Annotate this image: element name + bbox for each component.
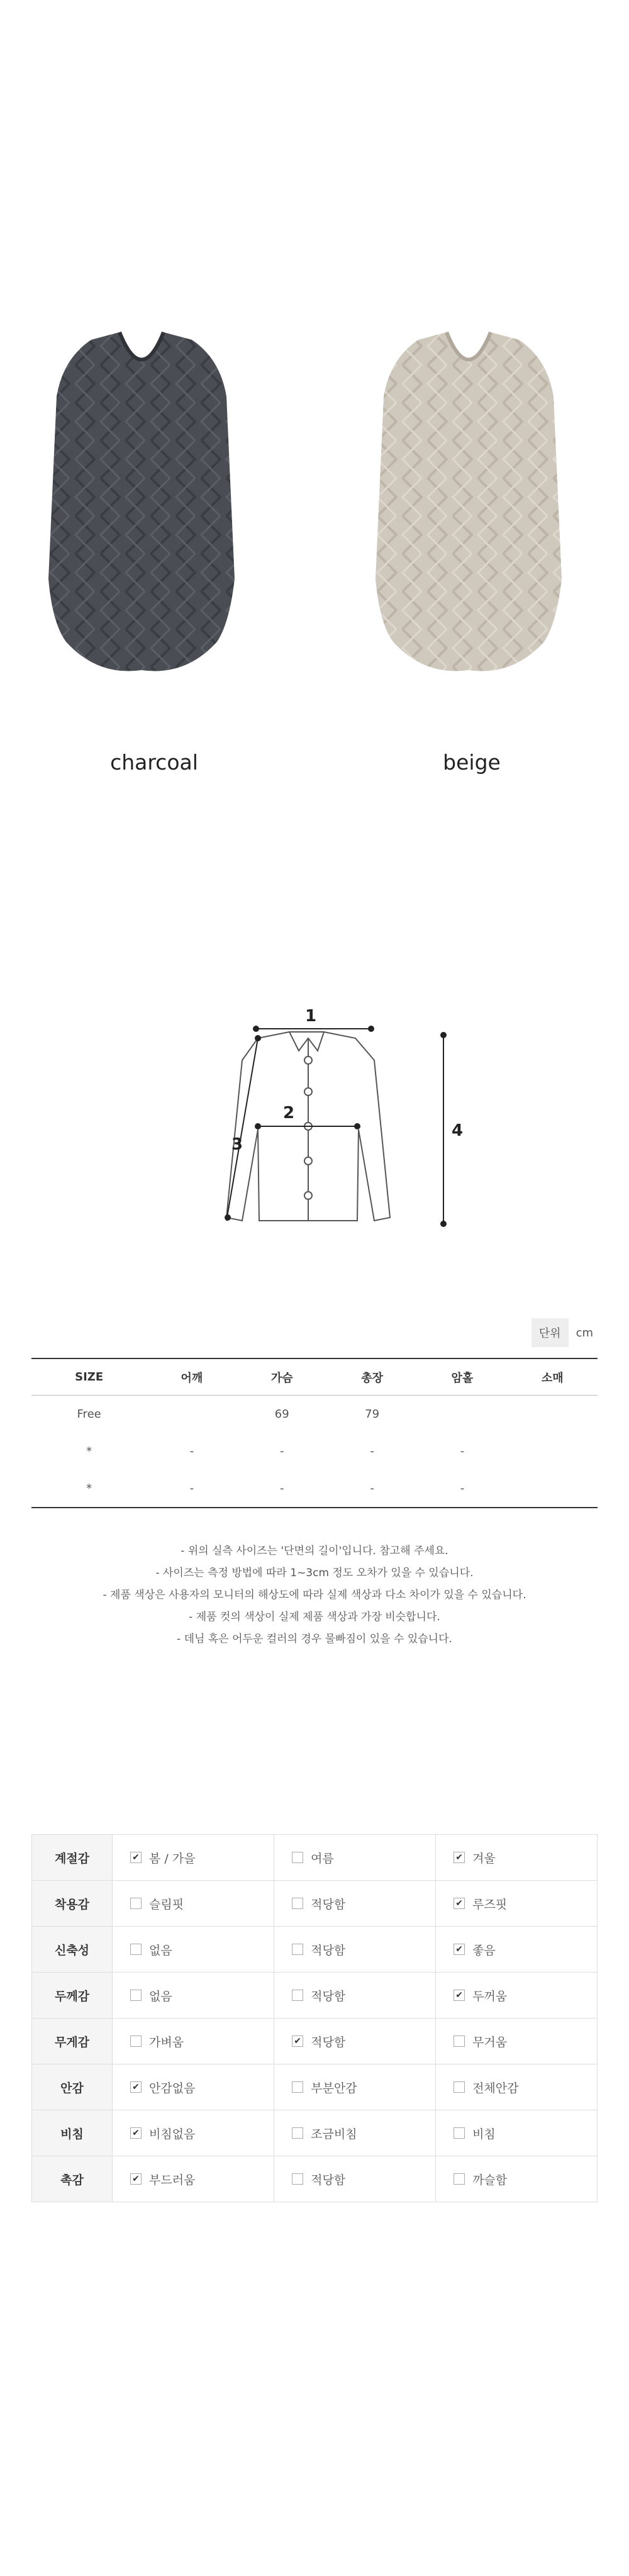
attribute-row	[32, 1835, 598, 1881]
attribute-row	[32, 1927, 598, 1973]
unit-indicator	[532, 1318, 601, 1347]
table-cell	[508, 1433, 598, 1470]
checked-checkbox-icon: ✔	[454, 1990, 465, 2001]
unchecked-checkbox-icon	[292, 1990, 303, 2001]
unchecked-checkbox-icon	[130, 2036, 142, 2047]
checked-checkbox-icon: ✔	[292, 2036, 303, 2047]
note-line: - 제품 색상은 사용자의 모니터의 해상도에 따라 실제 색상과 다소 차이가 있을 수 있습니다.	[103, 1589, 526, 1601]
header-shoulder: 어깨	[147, 1358, 237, 1396]
table-cell: *	[31, 1470, 147, 1508]
table-cell: -	[460, 1445, 465, 1458]
attribute-key: 신축성	[32, 1927, 113, 1973]
product-attribute-table	[31, 1834, 598, 2202]
charcoal-sweater-image	[47, 327, 236, 682]
attribute-option	[436, 2019, 598, 2064]
attribute-option	[113, 2019, 274, 2064]
attribute-option-label: 봄 / 가을	[149, 1851, 196, 1866]
attribute-option	[113, 1835, 274, 1881]
table-row	[31, 1470, 598, 1508]
attribute-option	[113, 1973, 274, 2019]
attribute-option-label: 겨울	[472, 1851, 496, 1866]
attribute-option-label: 루즈핏	[472, 1897, 508, 1912]
table-cell: Free	[77, 1408, 101, 1421]
checked-checkbox-icon: ✔	[130, 1852, 142, 1863]
unchecked-checkbox-icon	[292, 1852, 303, 1863]
diagram-number-3: 3	[231, 1135, 243, 1154]
table-cell	[508, 1470, 598, 1508]
unchecked-checkbox-icon	[292, 1944, 303, 1955]
note-line: - 위의 실측 사이즈는 '단면의 길이'입니다. 참고해 주세요.	[181, 1545, 448, 1557]
attribute-option	[113, 2064, 274, 2110]
attribute-option	[436, 1973, 598, 2019]
attribute-option-label: 없음	[149, 1989, 172, 2003]
unchecked-checkbox-icon	[292, 2173, 303, 2185]
attribute-key: 비침	[32, 2110, 113, 2156]
header-armhole: 암홀	[417, 1358, 507, 1396]
beige-label: beige	[443, 750, 501, 775]
attribute-option-label: 까슬함	[472, 2173, 508, 2187]
attribute-option	[436, 1835, 598, 1881]
table-cell: -	[417, 1470, 507, 1508]
beige-sweater-image	[374, 327, 563, 682]
attribute-option	[113, 1881, 274, 1927]
table-cell	[417, 1396, 507, 1433]
attribute-option	[274, 2064, 436, 2110]
attribute-option-label: 적당함	[311, 2035, 346, 2049]
attribute-option	[436, 2110, 598, 2156]
note-line: - 사이즈는 측정 방법에 따라 1~3cm 정도 오차가 있을 수 있습니다.	[155, 1567, 474, 1579]
diagram-number-1: 1	[305, 1007, 317, 1026]
attribute-option-label: 부드러움	[149, 2173, 196, 2187]
diagram-number-2: 2	[283, 1104, 295, 1123]
attribute-option-label: 비침없음	[149, 2127, 196, 2141]
attribute-option-label: 비침	[472, 2127, 496, 2141]
attribute-option-label: 적당함	[311, 1943, 346, 1957]
unchecked-checkbox-icon	[454, 2036, 465, 2047]
table-cell: -	[327, 1470, 417, 1508]
attribute-option-label: 좋음	[472, 1943, 496, 1957]
table-cell	[147, 1396, 237, 1433]
unchecked-checkbox-icon	[292, 2081, 303, 2093]
attribute-option-label: 조금비침	[311, 2127, 357, 2141]
attribute-row	[32, 2019, 598, 2064]
unchecked-checkbox-icon	[454, 2127, 465, 2139]
attribute-option	[274, 1927, 436, 1973]
table-row	[31, 1396, 598, 1433]
unchecked-checkbox-icon	[130, 1898, 142, 1909]
table-cell: -	[237, 1470, 327, 1508]
attribute-key: 촉감	[32, 2156, 113, 2202]
unchecked-checkbox-icon	[130, 1990, 142, 2001]
checked-checkbox-icon: ✔	[130, 2173, 142, 2185]
attribute-option	[436, 1881, 598, 1927]
attribute-option	[113, 2110, 274, 2156]
attribute-option-label: 전체안감	[472, 2081, 519, 2095]
unit-key: 단위	[532, 1318, 569, 1347]
checked-checkbox-icon: ✔	[454, 1898, 465, 1909]
attribute-row	[32, 2156, 598, 2202]
note-line: - 제품 컷의 색상이 실제 제품 색상과 가장 비슷합니다.	[189, 1611, 440, 1623]
attribute-option	[274, 1973, 436, 2019]
size-table-header	[31, 1358, 598, 1396]
attribute-key: 안감	[32, 2064, 113, 2110]
attribute-key: 무게감	[32, 2019, 113, 2064]
charcoal-label: charcoal	[110, 750, 198, 775]
unchecked-checkbox-icon	[454, 2173, 465, 2185]
checked-checkbox-icon: ✔	[454, 1852, 465, 1863]
table-cell	[508, 1396, 598, 1433]
attribute-option	[274, 2156, 436, 2202]
attribute-option	[436, 2064, 598, 2110]
size-table	[31, 1358, 598, 1508]
attribute-option-label: 안감없음	[149, 2081, 196, 2095]
attribute-key: 착용감	[32, 1881, 113, 1927]
attribute-row	[32, 1881, 598, 1927]
attribute-option-label: 무거움	[472, 2035, 508, 2049]
unchecked-checkbox-icon	[292, 2127, 303, 2139]
table-cell: -	[370, 1445, 374, 1458]
diagram-number-4: 4	[452, 1121, 464, 1140]
header-sleeve: 소매	[508, 1358, 598, 1396]
unit-value: cm	[576, 1326, 593, 1340]
attribute-option	[113, 2156, 274, 2202]
attribute-option-label: 가벼움	[149, 2035, 184, 2049]
table-cell: -	[147, 1470, 237, 1508]
unchecked-checkbox-icon	[292, 1898, 303, 1909]
table-cell: -	[189, 1445, 194, 1458]
attribute-option-label: 적당함	[311, 1897, 346, 1912]
unchecked-checkbox-icon	[130, 1944, 142, 1955]
attribute-option-label: 적당함	[311, 1989, 346, 2003]
attribute-option-label: 없음	[149, 1943, 172, 1957]
attribute-option-label: 두꺼움	[472, 1989, 508, 2003]
attribute-row	[32, 1973, 598, 2019]
attribute-option-label: 적당함	[311, 2173, 346, 2187]
attribute-option-label: 슬림핏	[149, 1897, 184, 1912]
attribute-option	[274, 1881, 436, 1927]
attribute-row	[32, 2064, 598, 2110]
size-notes	[0, 1540, 629, 1650]
header-length: 총장	[327, 1358, 417, 1396]
table-cell: 69	[274, 1408, 289, 1421]
table-cell: -	[280, 1445, 284, 1458]
checked-checkbox-icon: ✔	[130, 2127, 142, 2139]
note-line: - 데님 혹은 어두운 컬러의 경우 물빠짐이 있을 수 있습니다.	[177, 1633, 452, 1645]
attribute-row	[32, 2110, 598, 2156]
attribute-key: 두께감	[32, 1973, 113, 2019]
header-chest: 가슴	[237, 1358, 327, 1396]
attribute-option-label: 부분안감	[311, 2081, 357, 2095]
header-size: SIZE	[31, 1358, 147, 1396]
table-row	[31, 1433, 598, 1470]
attribute-option-label: 여름	[311, 1851, 334, 1866]
size-diagram	[189, 1004, 478, 1243]
attribute-option	[274, 2019, 436, 2064]
table-cell: *	[86, 1445, 92, 1458]
table-cell: 79	[365, 1408, 380, 1421]
checked-checkbox-icon: ✔	[130, 2081, 142, 2093]
attribute-option	[436, 1927, 598, 1973]
attribute-key: 계절감	[32, 1835, 113, 1881]
attribute-option	[113, 1927, 274, 1973]
unchecked-checkbox-icon	[454, 2081, 465, 2093]
checked-checkbox-icon: ✔	[454, 1944, 465, 1955]
attribute-option	[274, 1835, 436, 1881]
attribute-option	[274, 2110, 436, 2156]
attribute-option	[436, 2156, 598, 2202]
